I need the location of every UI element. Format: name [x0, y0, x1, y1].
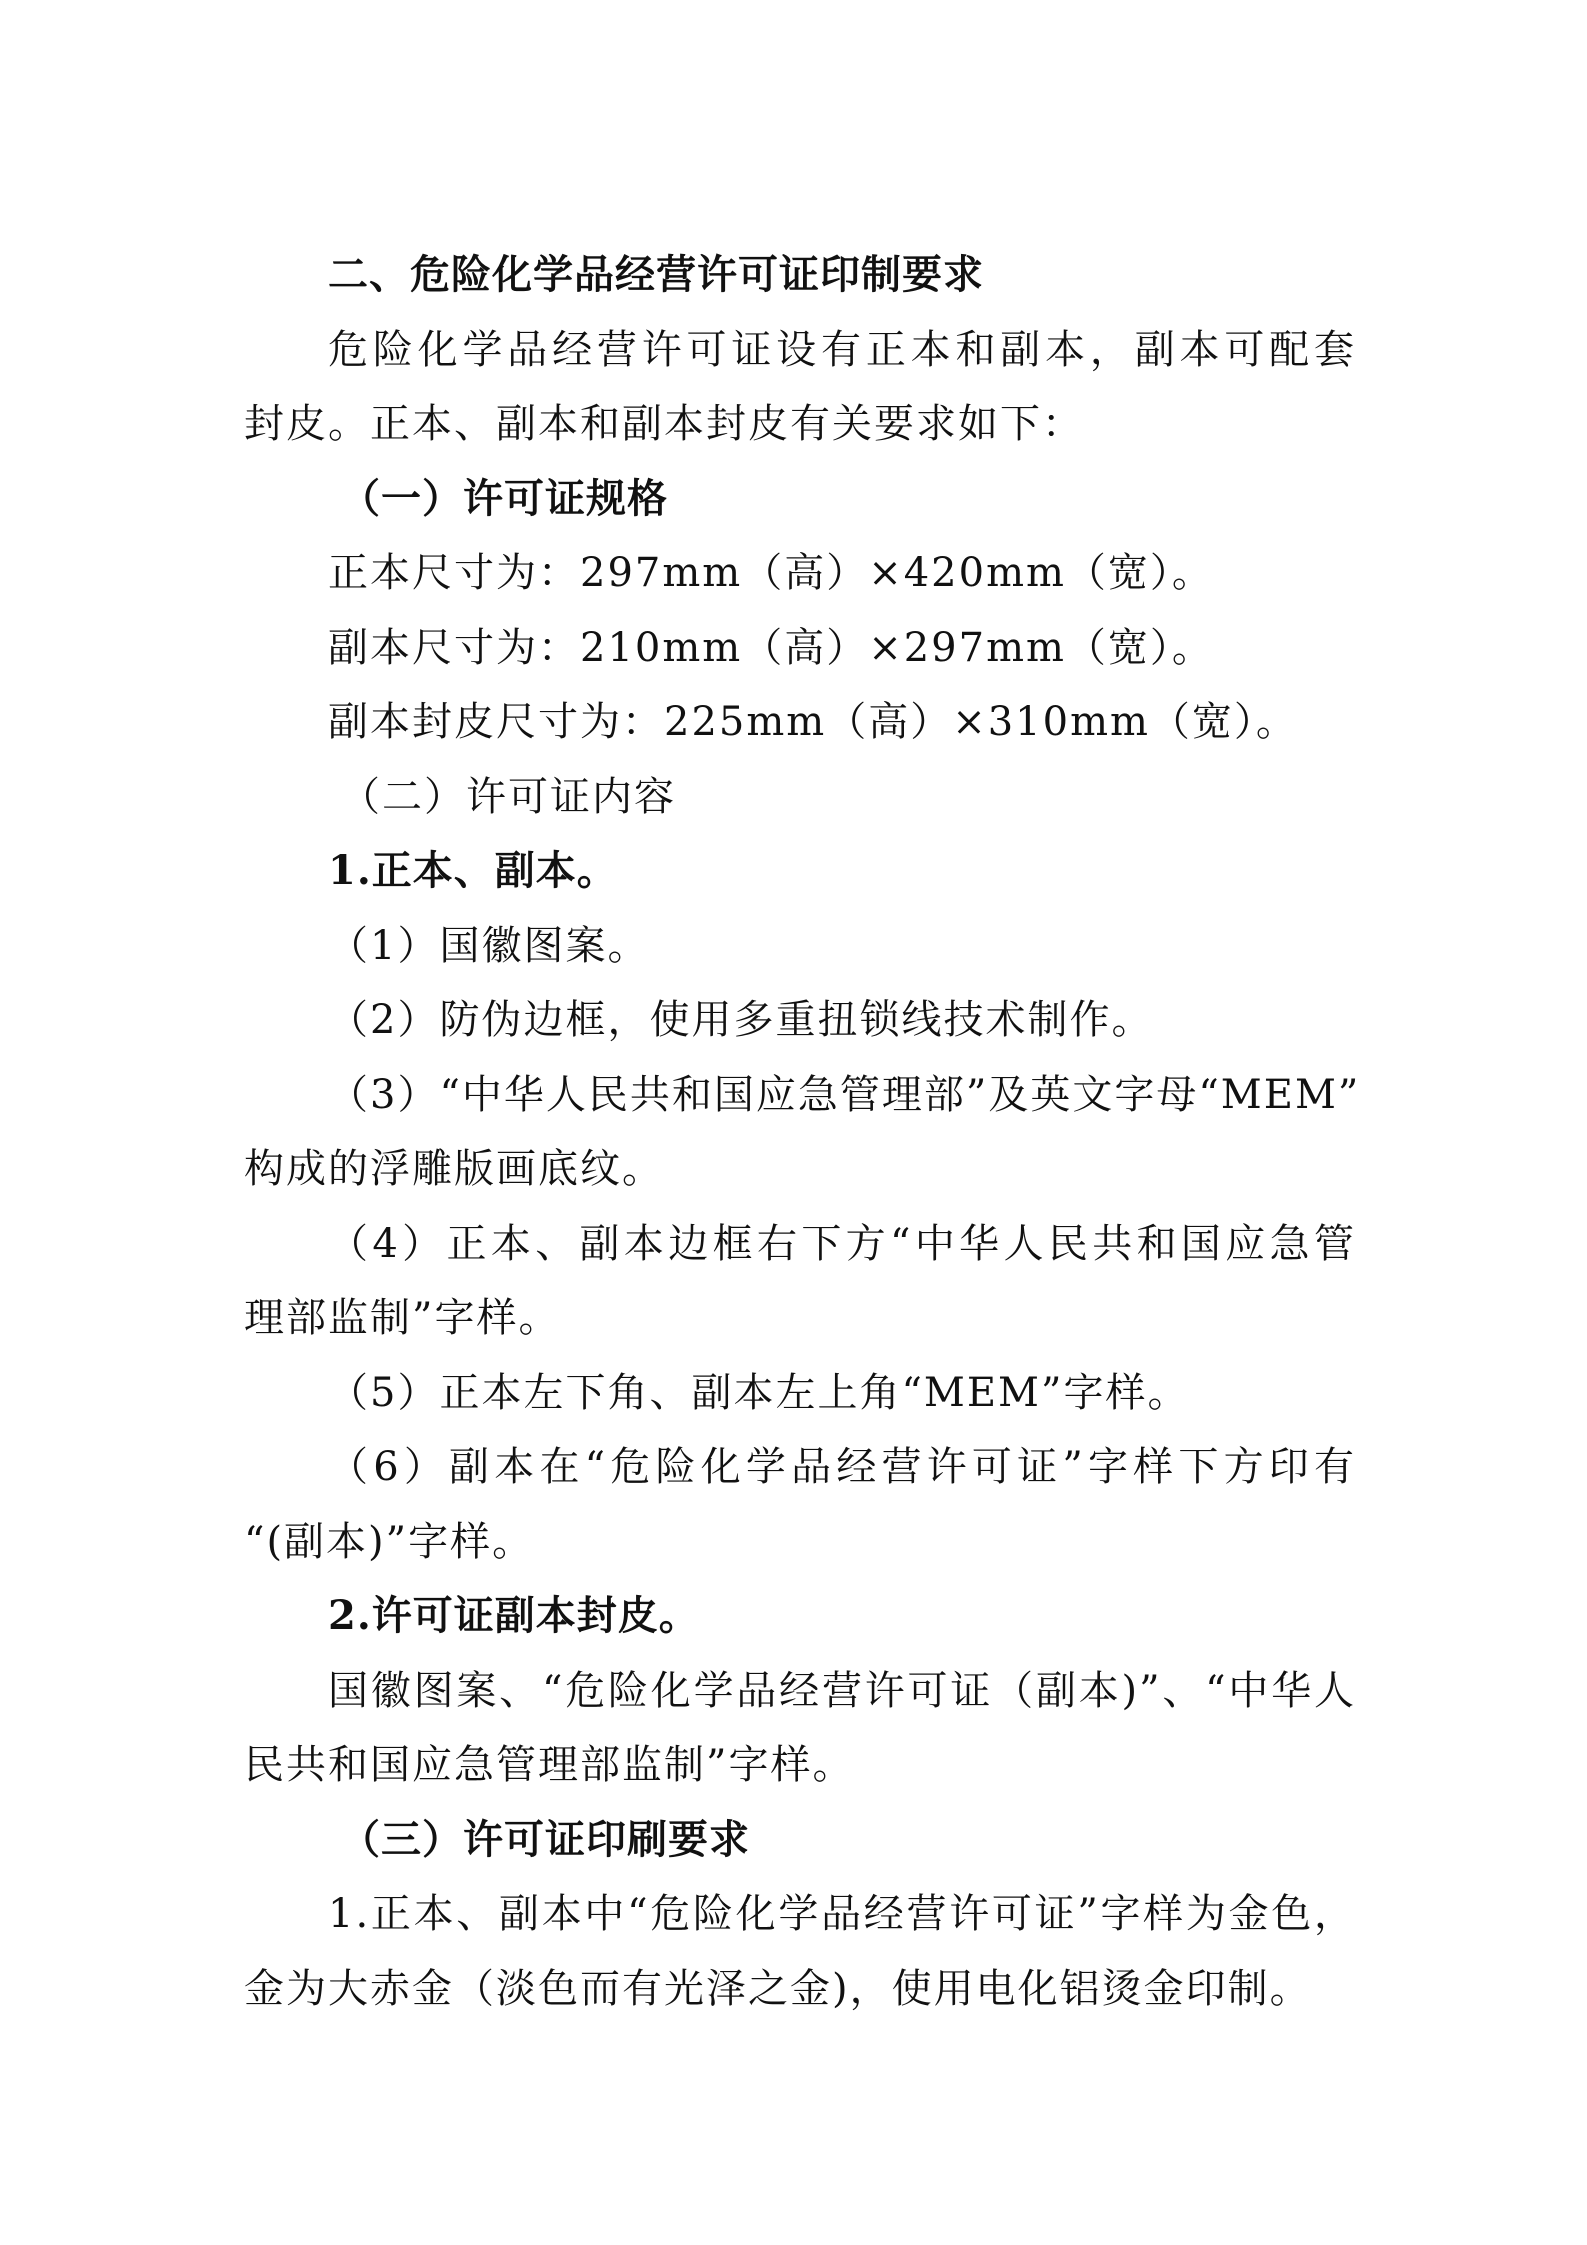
subsection-heading: （三）许可证印刷要求 — [340, 1815, 750, 1863]
paragraph-line: 副本尺寸为：210mm（高）×297mm（宽）。 — [328, 624, 1214, 671]
list-item-continued: 理部监制”字样。 — [244, 1295, 561, 1341]
list-item: （4）正本、副本边框右下方“中华人民共和国应急管 — [328, 1220, 1356, 1267]
list-item: （3）“中华人民共和国应急管理部”及英文字母“MEM” — [328, 1071, 1361, 1118]
subsection-heading: （二）许可证内容 — [340, 773, 676, 820]
section-heading: 二、危险化学品经营许可证印制要求 — [328, 252, 984, 298]
subsection-heading: （一）许可证规格 — [340, 474, 668, 522]
paragraph-line: 民共和国应急管理部监制”字样。 — [244, 1742, 855, 1788]
paragraph-line: 封皮。正本、副本和副本封皮有关要求如下： — [244, 401, 1084, 447]
item-heading: 1.正本、副本。 — [328, 847, 618, 894]
paragraph-line: 危险化学品经营许可证设有正本和副本，副本可配套 — [328, 326, 1356, 373]
list-item-continued: “(副本)”字样。 — [244, 1518, 535, 1565]
paragraph-line: 正本尺寸为：297mm（高）×420mm（宽）。 — [328, 550, 1214, 596]
list-item: （6）副本在“危险化学品经营许可证”字样下方印有 — [328, 1444, 1356, 1490]
paragraph-line: 国徽图案、“危险化学品经营许可证（副本)”、“中华人 — [328, 1667, 1356, 1714]
list-item-continued: 构成的浮雕版画底纹。 — [244, 1146, 664, 1192]
list-item: （2）防伪边框，使用多重扭锁线技术制作。 — [328, 997, 1154, 1043]
paragraph-line: 金为大赤金（淡色而有光泽之金)，使用电化铝烫金印制。 — [244, 1965, 1312, 2012]
paragraph-line: 副本封皮尺寸为：225mm（高）×310mm（宽）。 — [328, 699, 1298, 745]
list-item: （5）正本左下角、副本左上角“MEM”字样。 — [328, 1369, 1190, 1416]
document-body — [244, 238, 1361, 2026]
list-item: （1）国徽图案。 — [328, 922, 650, 969]
item-heading: 2.许可证副本封皮。 — [328, 1592, 700, 1639]
paragraph-line: 1.正本、副本中“危险化学品经营许可证”字样为金色， — [328, 1891, 1356, 1937]
